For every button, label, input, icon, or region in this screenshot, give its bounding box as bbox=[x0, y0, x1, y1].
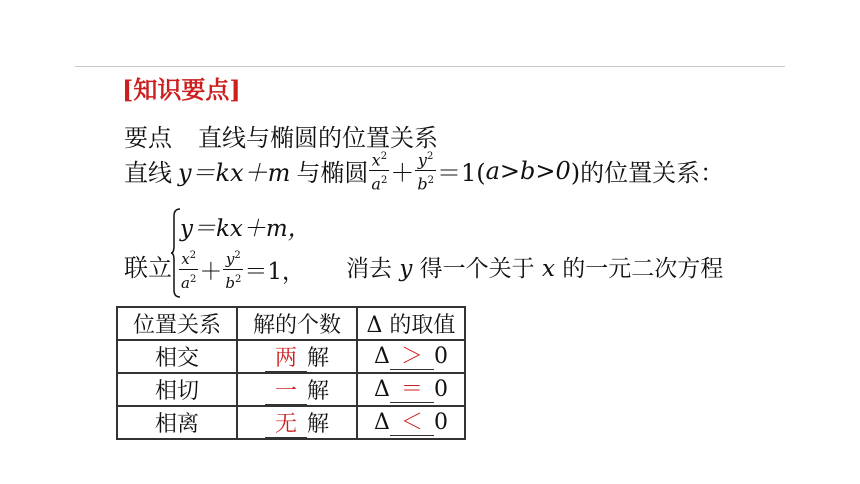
note-a: 消去 bbox=[346, 256, 400, 282]
delta-symbol: Δ bbox=[374, 409, 390, 435]
sys-fraction-y: $\frac{y^2}{b^2}$ bbox=[225, 250, 242, 292]
top-divider bbox=[75, 66, 785, 67]
note-b: 得一个关于 bbox=[412, 256, 542, 282]
section-badge: [知识要点] bbox=[122, 75, 241, 104]
count-suffix: 解 bbox=[306, 379, 329, 404]
table-row bbox=[117, 406, 465, 439]
frac2-num: y bbox=[417, 150, 427, 170]
fraction-x2-a2: $\frac{x^2}{a^2}$ bbox=[371, 150, 388, 194]
frac2-den: b bbox=[417, 174, 428, 194]
line-eq-text: y＝kx＋m bbox=[178, 159, 291, 188]
header-count: 解的个数 bbox=[237, 307, 357, 340]
sys-tail: ＝1， bbox=[244, 259, 305, 285]
sys-den1: a bbox=[181, 274, 190, 292]
delta-cell bbox=[357, 406, 465, 439]
equals-one: ＝1( bbox=[436, 159, 486, 188]
answer-blank: ＜ bbox=[390, 411, 434, 436]
frac1-num: x bbox=[371, 150, 381, 170]
answer-blank: 两 bbox=[265, 347, 307, 372]
plus-sign: ＋ bbox=[390, 159, 415, 188]
table-row bbox=[117, 373, 465, 406]
delta-symbol: Δ bbox=[374, 343, 390, 369]
count-suffix: 解 bbox=[306, 346, 329, 371]
heading-label: 要点 bbox=[124, 124, 172, 152]
note-var-x: x bbox=[541, 256, 555, 282]
system-label: 联立 bbox=[124, 254, 172, 282]
delta-cell bbox=[357, 373, 465, 406]
statement-suffix: )的位置关系： bbox=[570, 159, 725, 188]
count-cell bbox=[237, 406, 357, 439]
note-var-y: y bbox=[399, 256, 413, 282]
heading-title: 直线与椭圆的位置关系 bbox=[198, 124, 438, 152]
header-relation: 位置关系 bbox=[117, 307, 237, 340]
sys-num1: x bbox=[181, 250, 190, 268]
relation-cell: 相离 bbox=[117, 406, 237, 439]
zero-value: 0 bbox=[433, 376, 448, 402]
zero-value: 0 bbox=[433, 409, 448, 435]
delta-cell bbox=[357, 340, 465, 373]
answer-blank: 无 bbox=[265, 413, 307, 438]
delta-symbol: Δ bbox=[374, 376, 390, 402]
system-row-line bbox=[180, 210, 311, 243]
header-delta: Δ 的取值 bbox=[357, 307, 465, 340]
sys-den2: b bbox=[225, 274, 235, 292]
system-row1-text: y＝kx＋m， bbox=[180, 216, 311, 242]
sys-fraction-x: $\frac{x^2}{a^2}$ bbox=[181, 250, 197, 292]
fraction-y2-b2: $\frac{y^2}{b^2}$ bbox=[417, 150, 434, 194]
table-header-row bbox=[117, 307, 465, 340]
line-equation bbox=[178, 153, 290, 188]
statement-middle: 与椭圆 bbox=[296, 159, 369, 188]
relation-table bbox=[116, 306, 466, 440]
answer-blank: ＝ bbox=[390, 378, 434, 403]
statement-prefix: 直线 bbox=[124, 159, 172, 188]
frac1-den: a bbox=[371, 174, 381, 194]
count-cell bbox=[237, 373, 357, 406]
zero-value: 0 bbox=[433, 343, 448, 369]
table-row bbox=[117, 340, 465, 373]
count-cell bbox=[237, 340, 357, 373]
relation-cell: 相交 bbox=[117, 340, 237, 373]
elimination-note bbox=[346, 250, 723, 283]
answer-blank: ＞ bbox=[390, 345, 434, 370]
count-suffix: 解 bbox=[306, 412, 329, 437]
answer-blank: 一 bbox=[265, 380, 307, 405]
note-c: 的一元二次方程 bbox=[554, 256, 724, 282]
sys-plus: ＋ bbox=[199, 259, 223, 285]
condition: a>b>0 bbox=[485, 156, 571, 185]
sys-num2: y bbox=[225, 250, 235, 268]
system-row-ellipse bbox=[178, 246, 305, 293]
relation-cell: 相切 bbox=[117, 373, 237, 406]
statement-line bbox=[124, 147, 724, 195]
